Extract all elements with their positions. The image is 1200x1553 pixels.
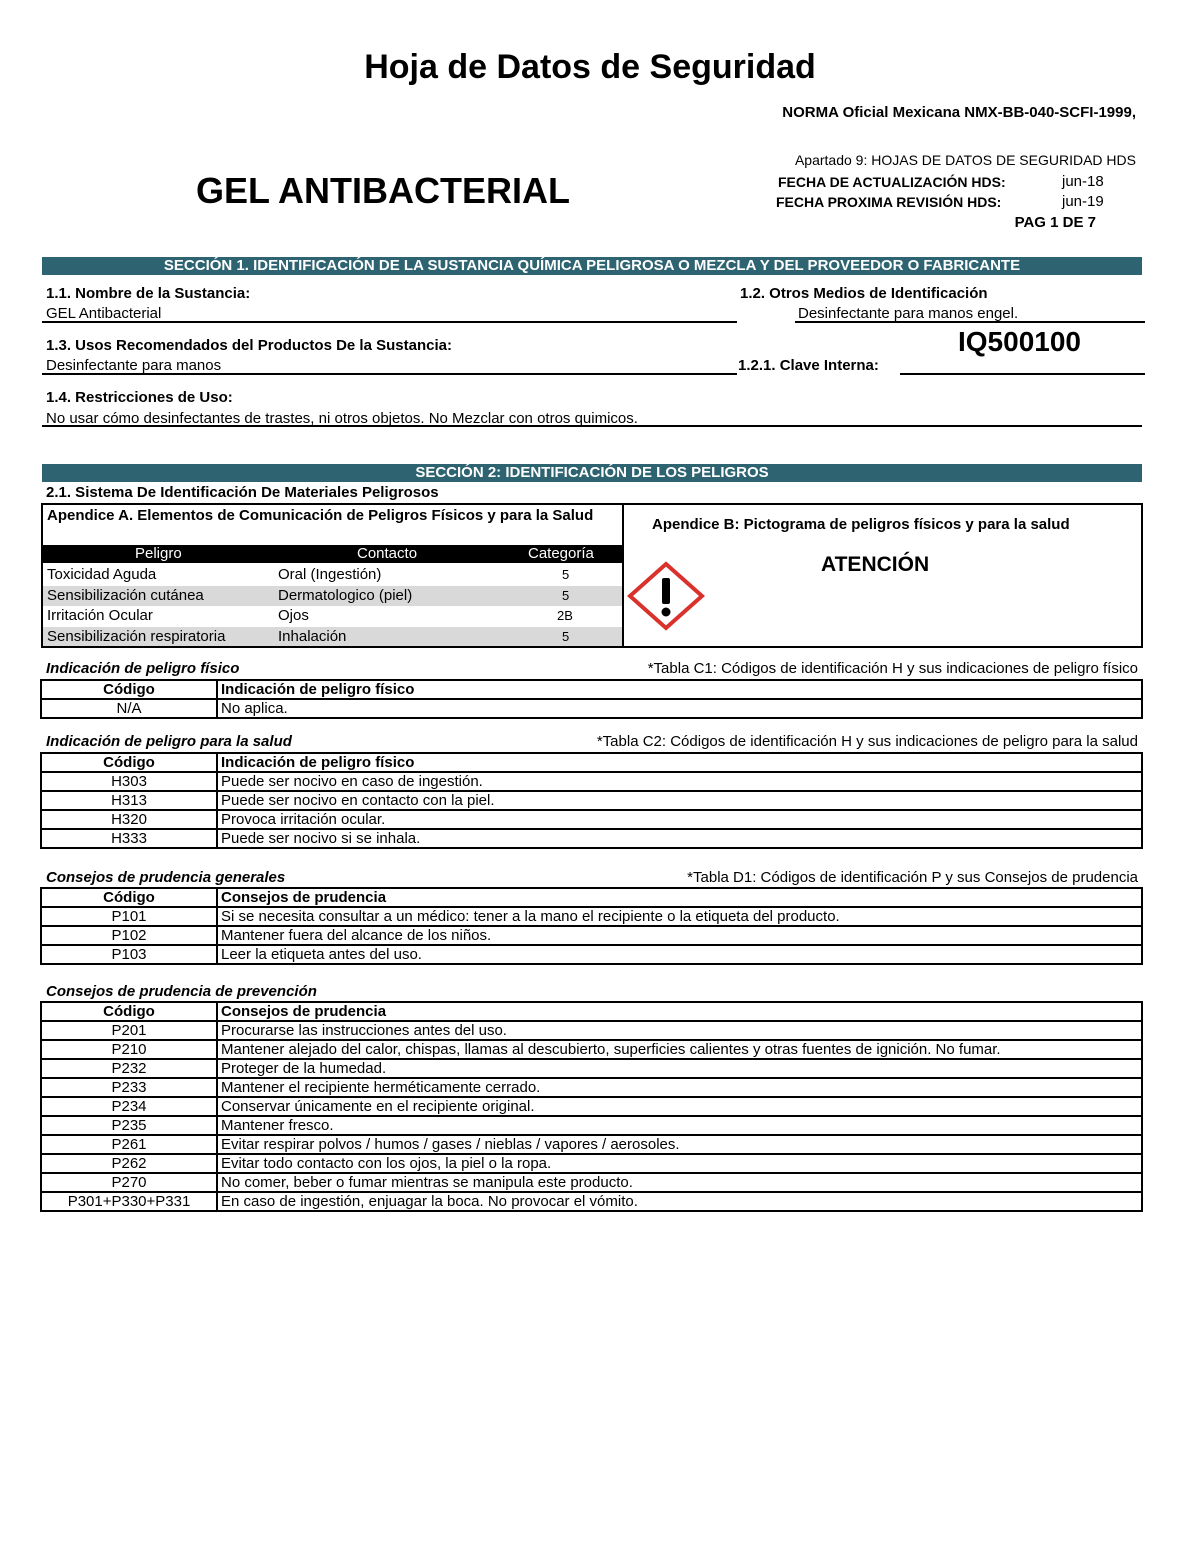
row-text: Puede ser nocivo si se inhala. <box>217 829 1142 848</box>
section-1-header: SECCIÓN 1. IDENTIFICACIÓN DE LA SUSTANCIA QUÍMICA PELIGROSA O MEZCLA Y DEL PROVEEDOR O FABRICANTE <box>42 257 1142 275</box>
table-row <box>41 907 1142 926</box>
row-code: P201 <box>41 1021 217 1040</box>
table-row <box>41 1116 1142 1135</box>
row-text: Evitar respirar polvos / humos / gases / nieblas / vapores / aerosoles. <box>217 1135 1142 1154</box>
header-code: Código <box>41 1002 217 1021</box>
row-code: P210 <box>41 1040 217 1059</box>
restrictions-label: 1.4. Restricciones de Uso: <box>46 389 233 406</box>
appendix-a-title: Apendice A. Elementos de Comunicación de Peligros Físicos y para la Salud <box>47 507 594 524</box>
table-row <box>41 1040 1142 1059</box>
row-code: P262 <box>41 1154 217 1173</box>
table-row <box>41 810 1142 829</box>
table-row <box>41 1078 1142 1097</box>
hazard-contacto: Ojos <box>278 607 309 624</box>
table-row <box>41 699 1142 718</box>
restrictions-value: No usar cómo desinfectantes de trastes, ni otros objetos. No Mezclar con otros quimicos. <box>46 410 638 427</box>
row-code: H320 <box>41 810 217 829</box>
table-row <box>41 1097 1142 1116</box>
physical-hazard-title: Indicación de peligro físico <box>46 660 240 677</box>
row-code: H333 <box>41 829 217 848</box>
header-code: Código <box>41 753 217 772</box>
substance-name-value: GEL Antibacterial <box>46 305 162 322</box>
row-text: Evitar todo contacto con los ojos, la piel o la ropa. <box>217 1154 1142 1173</box>
general-precautions-table <box>40 887 1143 965</box>
appendix-divider <box>622 505 624 646</box>
signal-word: ATENCIÓN <box>821 553 930 576</box>
row-text: Mantener fuera del alcance de los niños. <box>217 926 1142 945</box>
hazard-appendix-box <box>41 503 1143 648</box>
row-text: Procurarse las instrucciones antes del uso. <box>217 1021 1142 1040</box>
table-row <box>41 1059 1142 1078</box>
uses-label: 1.3. Usos Recomendados del Productos De la Sustancia: <box>46 337 452 354</box>
hazard-system-label: 2.1. Sistema De Identificación De Materiales Peligrosos <box>46 484 439 501</box>
table-row <box>41 1192 1142 1211</box>
header-advice: Consejos de prudencia <box>217 1002 1142 1021</box>
update-date-value: jun-18 <box>1062 173 1104 190</box>
row-code: P233 <box>41 1078 217 1097</box>
general-precautions-title: Consejos de prudencia generales <box>46 869 286 886</box>
norma-reference: NORMA Oficial Mexicana NMX-BB-040-SCFI-1999, <box>782 104 1136 121</box>
table-row <box>41 1173 1142 1192</box>
other-id-value: Desinfectante para manos engel. <box>798 305 1019 322</box>
table-header-row <box>41 888 1142 907</box>
header-code: Código <box>41 680 217 699</box>
health-hazard-table <box>40 752 1143 849</box>
row-code: H313 <box>41 791 217 810</box>
row-text: Puede ser nocivo en caso de ingestión. <box>217 772 1142 791</box>
row-code: H303 <box>41 772 217 791</box>
row-code: P232 <box>41 1059 217 1078</box>
uses-underline <box>42 373 737 375</box>
prevention-precautions-table <box>40 1001 1143 1212</box>
row-code: P235 <box>41 1116 217 1135</box>
product-name: GEL ANTIBACTERIAL <box>196 170 570 211</box>
row-text: Si se necesita consultar a un médico: tener a la mano el recipiente o la etiqueta del producto. <box>217 907 1142 926</box>
row-text: Mantener fresco. <box>217 1116 1142 1135</box>
page-number: PAG 1 DE 7 <box>1014 214 1096 231</box>
other-id-underline <box>795 321 1145 323</box>
hazard-table-header <box>43 545 622 563</box>
hazard-categoria: 5 <box>562 567 570 582</box>
header-indication: Indicación de peligro físico <box>217 753 1142 772</box>
section-2-header: SECCIÓN 2: IDENTIFICACIÓN DE LOS PELIGROS <box>42 464 1142 482</box>
hazard-peligro: Sensibilización respiratoria <box>47 628 226 645</box>
col-peligro: Peligro <box>135 545 182 562</box>
row-code: P103 <box>41 945 217 964</box>
row-text: No aplica. <box>217 699 1142 718</box>
exclamation-mark-pictogram-icon <box>627 561 705 631</box>
row-code: P301+P330+P331 <box>41 1192 217 1211</box>
table-row <box>41 926 1142 945</box>
header-code: Código <box>41 888 217 907</box>
header-indication: Indicación de peligro físico <box>217 680 1142 699</box>
row-text: Leer la etiqueta antes del uso. <box>217 945 1142 964</box>
row-code: P270 <box>41 1173 217 1192</box>
physical-hazard-table <box>40 679 1143 719</box>
row-text: No comer, beber o fumar mientras se manipula este producto. <box>217 1173 1142 1192</box>
health-hazard-title: Indicación de peligro para la salud <box>46 733 292 750</box>
row-code: P261 <box>41 1135 217 1154</box>
hazard-peligro: Irritación Ocular <box>47 607 153 624</box>
hazard-categoria: 5 <box>562 629 570 644</box>
table-row <box>41 829 1142 848</box>
next-review-label: FECHA PROXIMA REVISIÓN HDS: <box>776 194 1002 210</box>
col-contacto: Contacto <box>357 545 418 562</box>
header-advice: Consejos de prudencia <box>217 888 1142 907</box>
hazard-contacto: Oral (Ingestión) <box>278 566 382 583</box>
row-text: Mantener el recipiente herméticamente cerrado. <box>217 1078 1142 1097</box>
row-text: En caso de ingestión, enjuagar la boca. No provocar el vómito. <box>217 1192 1142 1211</box>
apartado-text: Apartado 9: HOJAS DE DATOS DE SEGURIDAD HDS <box>794 152 1136 168</box>
row-text: Puede ser nocivo en contacto con la piel. <box>217 791 1142 810</box>
health-hazard-ref: *Tabla C2: Códigos de identificación H y sus indicaciones de peligro para la salud <box>596 733 1138 750</box>
prevention-precautions-title: Consejos de prudencia de prevención <box>46 983 317 1000</box>
general-precautions-ref: *Tabla D1: Códigos de identificación P y sus Consejos de prudencia <box>687 869 1138 886</box>
hazard-categoria: 5 <box>562 588 570 603</box>
hazard-row <box>43 606 622 626</box>
row-text: Proteger de la humedad. <box>217 1059 1142 1078</box>
table-header-row <box>41 680 1142 699</box>
hazard-row <box>43 586 622 606</box>
row-text: Provoca irritación ocular. <box>217 810 1142 829</box>
internal-key-underline <box>900 373 1145 375</box>
table-row <box>41 791 1142 810</box>
row-text: Conservar únicamente en el recipiente original. <box>217 1097 1142 1116</box>
table-header-row <box>41 1002 1142 1021</box>
table-row <box>41 772 1142 791</box>
document-title: Hoja de Datos de Seguridad <box>364 48 816 86</box>
table-row <box>41 1135 1142 1154</box>
physical-hazard-ref: *Tabla C1: Códigos de identificación H y sus indicaciones de peligro físico <box>647 660 1138 677</box>
hazard-contacto: Inhalación <box>278 628 347 645</box>
uses-value: Desinfectante para manos <box>46 357 222 374</box>
table-header-row <box>41 753 1142 772</box>
hazard-row <box>43 627 622 646</box>
row-code: P101 <box>41 907 217 926</box>
table-row <box>41 1154 1142 1173</box>
row-code: N/A <box>41 699 217 718</box>
row-text: Mantener alejado del calor, chispas, llamas al descubierto, superficies calientes y otras fuentes de ignición. No fumar. <box>217 1040 1142 1059</box>
hazard-peligro: Toxicidad Aguda <box>47 566 157 583</box>
hazard-row <box>43 565 622 585</box>
row-code: P102 <box>41 926 217 945</box>
hazard-contacto: Dermatologico (piel) <box>278 587 413 604</box>
col-categoria: Categoría <box>528 545 594 562</box>
hazard-peligro: Sensibilización cutánea <box>47 587 204 604</box>
next-review-value: jun-19 <box>1062 193 1104 210</box>
table-row <box>41 1021 1142 1040</box>
internal-key-label: 1.2.1. Clave Interna: <box>738 357 879 374</box>
update-date-label: FECHA DE ACTUALIZACIÓN HDS: <box>778 174 1006 190</box>
other-id-label: 1.2. Otros Medios de Identificación <box>740 285 988 302</box>
substance-name-underline <box>42 321 737 323</box>
row-code: P234 <box>41 1097 217 1116</box>
hazard-categoria: 2B <box>557 608 573 623</box>
substance-name-label: 1.1. Nombre de la Sustancia: <box>46 285 251 302</box>
appendix-b-title: Apendice B: Pictograma de peligros físicos y para la salud <box>652 516 1070 533</box>
table-row <box>41 945 1142 964</box>
restrictions-underline <box>42 425 1142 427</box>
internal-key-value: IQ500100 <box>958 326 1081 357</box>
